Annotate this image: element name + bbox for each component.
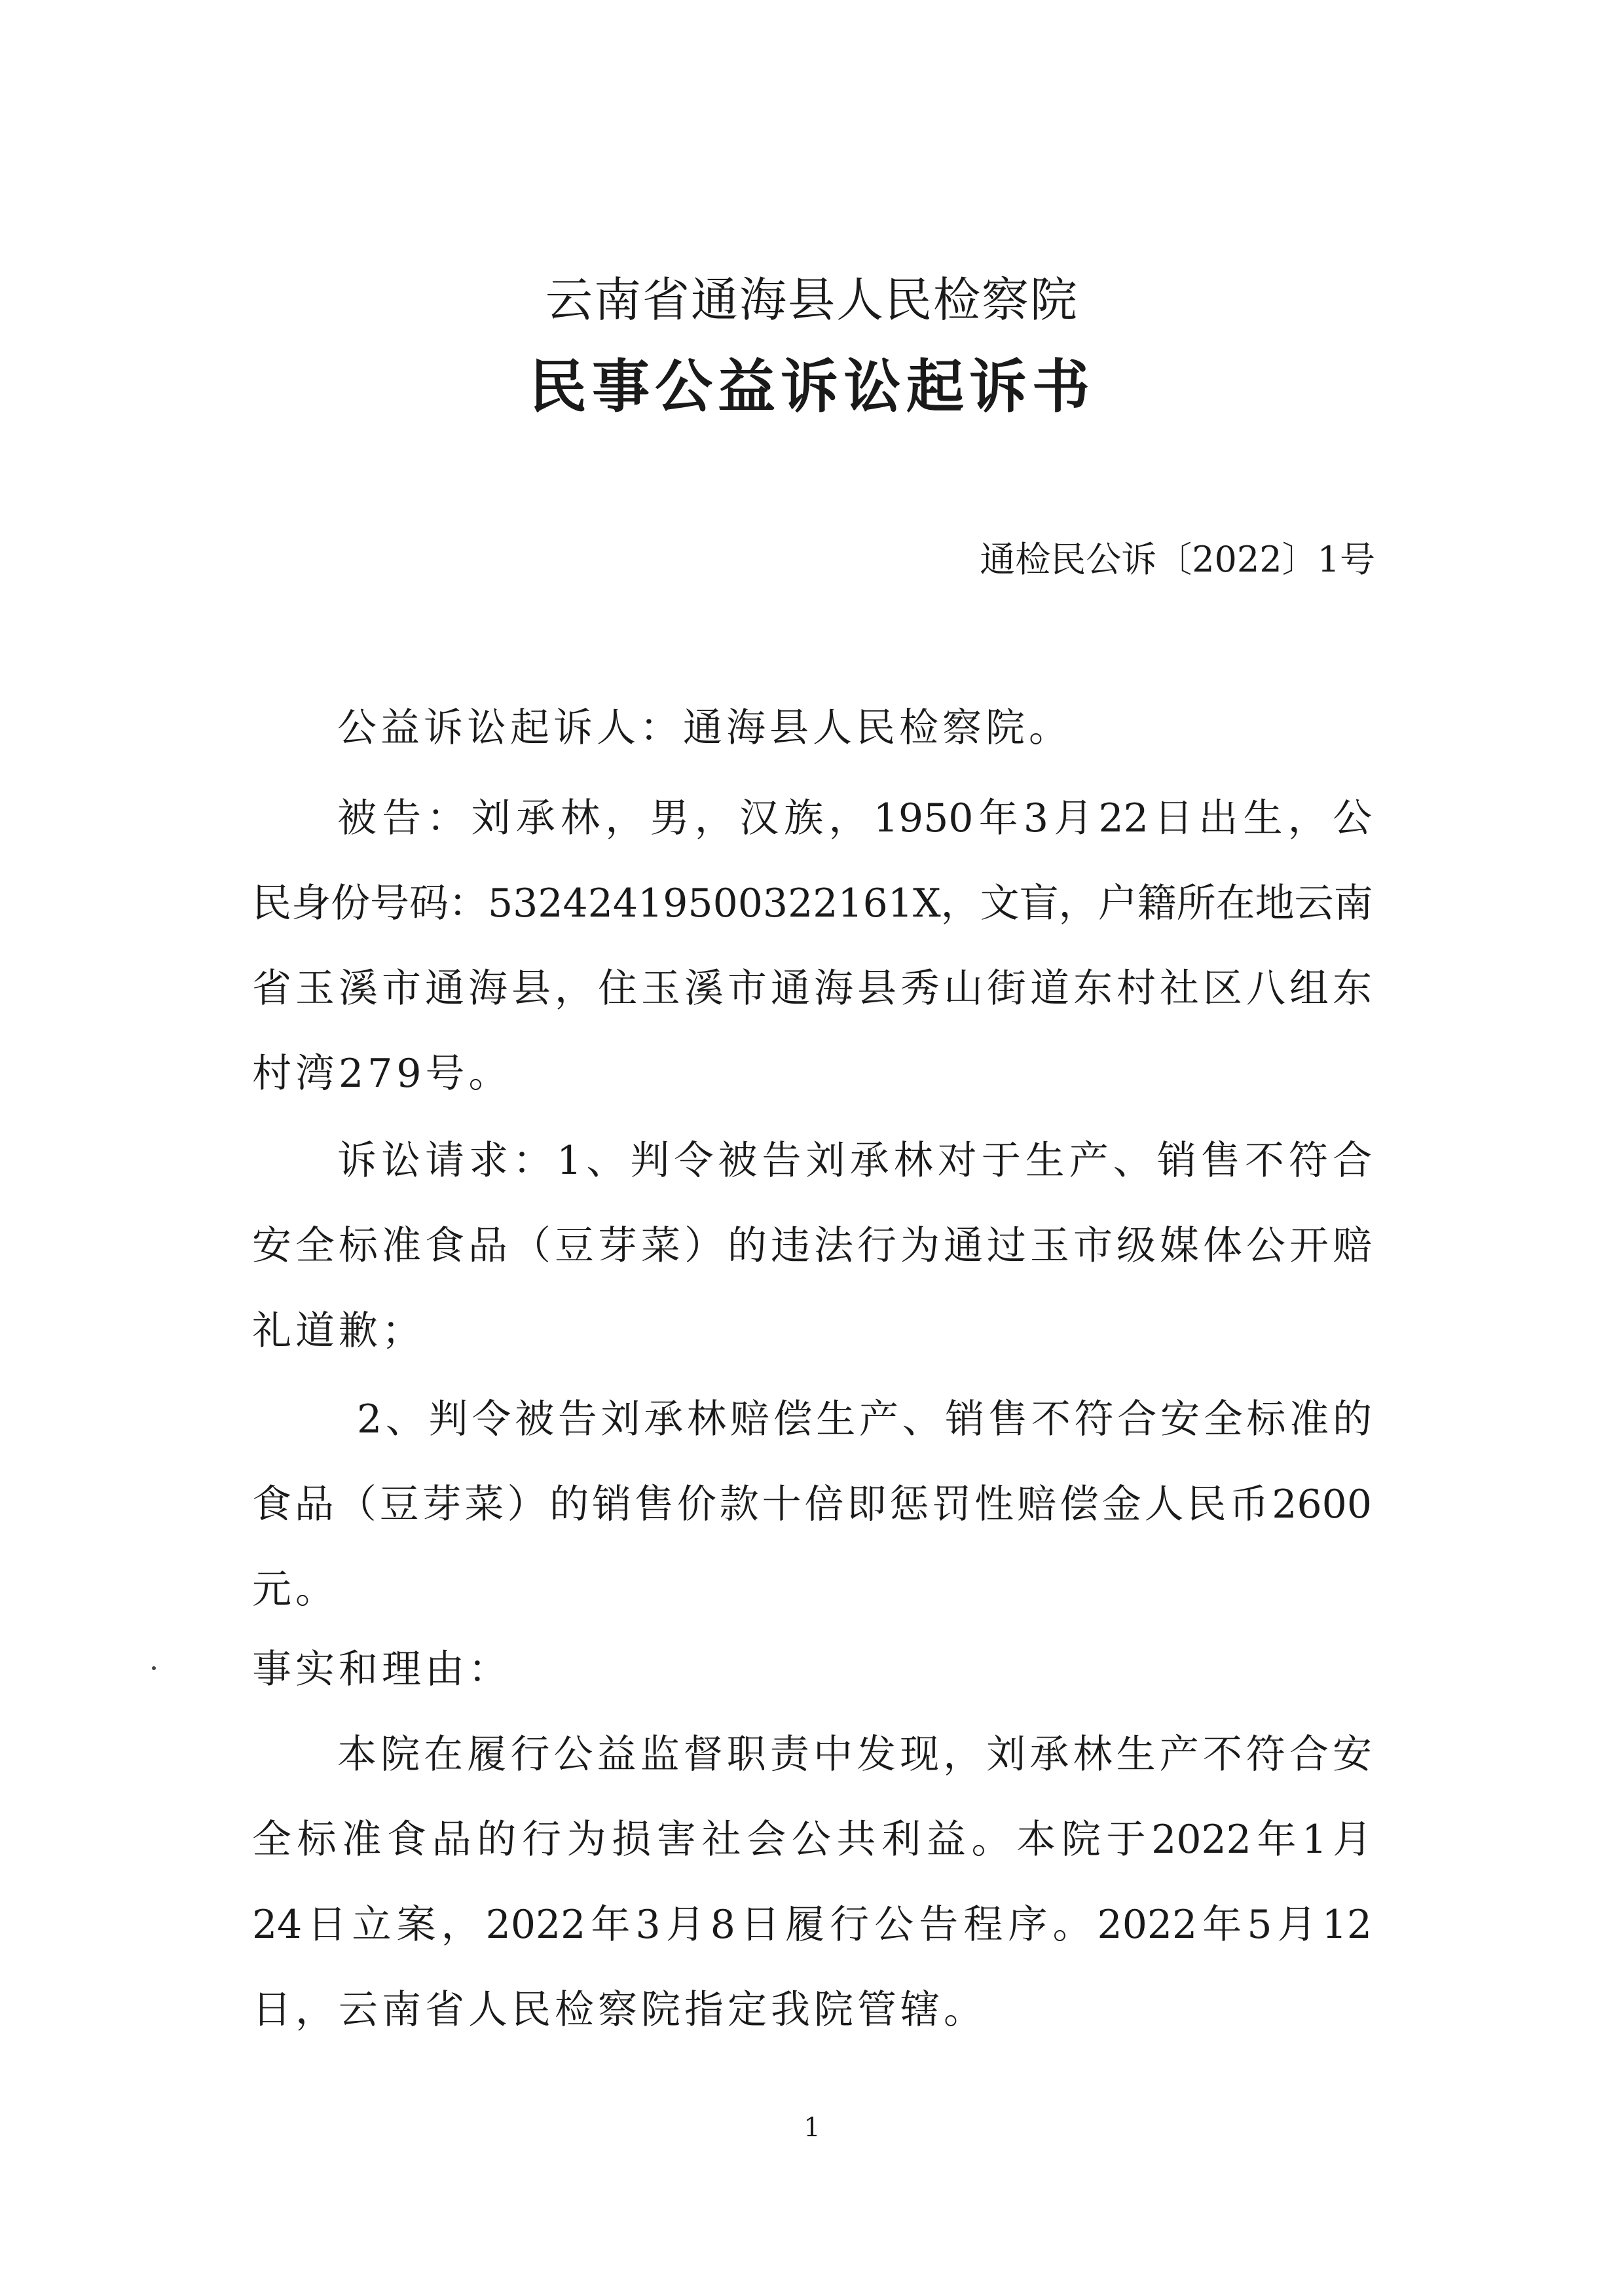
page-number: 1 (803, 2113, 821, 2143)
body-line: 食品（豆芽菜）的销售价款十倍即惩罚性赔偿金人民币2600 (252, 1482, 1372, 1527)
body-line: 村湾279号。 (252, 1051, 512, 1097)
org-name: 云南省通海县人民检察院 (545, 272, 1079, 327)
body-line: 24日立案，2022年3月8日履行公告程序。2022年5月12 (252, 1902, 1372, 1948)
body-line: 2、判令被告刘承林赔偿生产、销售不符合安全标准的 (357, 1396, 1372, 1442)
scan-speck (152, 1666, 156, 1670)
body-line: 日，云南省人民检察院指定我院管辖。 (252, 1987, 987, 2033)
body-line: 民身份号码：53242419500322161X，文盲，户籍所在地云南 (252, 881, 1373, 926)
body-line: 全标准食品的行为损害社会公共利益。本院于2022年1月 (252, 1817, 1372, 1863)
doc-title: 民事公益诉讼起诉书 (528, 352, 1095, 420)
body-line: 被告：刘承林，男，汉族，1950年3月22日出生，公 (337, 795, 1372, 841)
doc-number: 通检民公诉〔2022〕1号 (980, 539, 1375, 580)
body-line: 省玉溪市通海县，住玉溪市通海县秀山街道东村社区八组东 (252, 966, 1372, 1011)
body-line: 礼道歉； (252, 1308, 425, 1354)
body-line: 元。 (252, 1567, 339, 1613)
body-line: 本院在履行公益监督职责中发现，刘承林生产不符合安 (337, 1732, 1372, 1777)
body-line: 诉讼请求：1、判令被告刘承林对于生产、销售不符合 (337, 1138, 1372, 1184)
body-line: 公益诉讼起诉人：通海县人民检察院。 (337, 705, 1072, 751)
section-heading: 事实和理由： (252, 1647, 511, 1692)
body-line: 安全标准食品（豆芽菜）的违法行为通过玉市级媒体公开赔 (252, 1223, 1372, 1269)
